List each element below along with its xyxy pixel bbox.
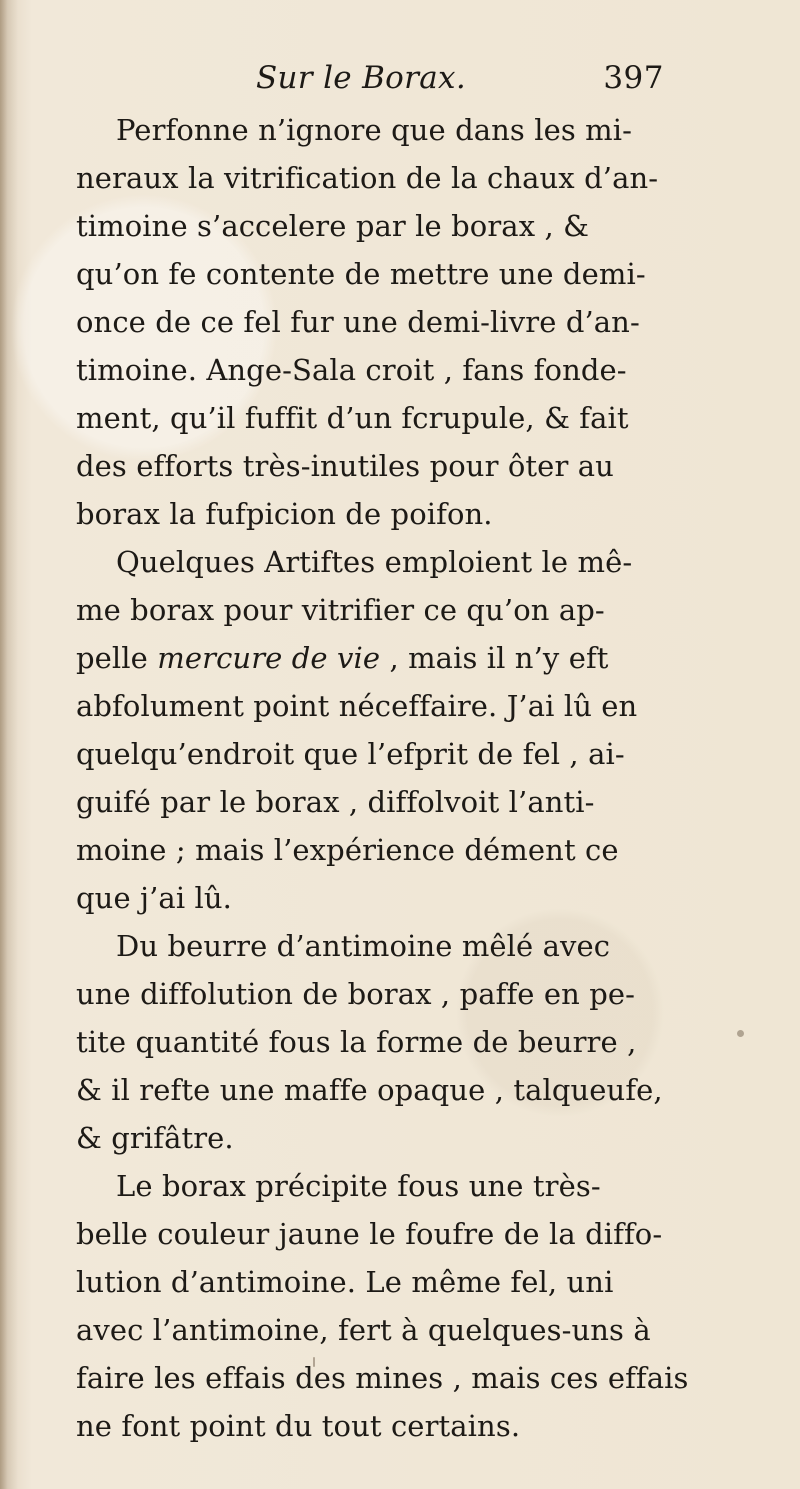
paragraph-1-line-7: ment, qu’il fuffit d’un fcrupule, & fait bbox=[76, 401, 629, 435]
paragraph-2-line-3 bbox=[76, 634, 664, 682]
paragraph-2-line-3-before: pelle bbox=[76, 641, 158, 675]
paragraph-1-line-3: timoine s’accelere par le borax , & bbox=[76, 209, 590, 243]
running-head bbox=[76, 60, 664, 100]
paragraph-1-line-2: neraux la vitrification de la chaux d’an- bbox=[76, 161, 659, 195]
paragraph-1-line-6: timoine. Ange-Sala croit , fans fonde- bbox=[76, 353, 627, 387]
paragraph-4-line-4: avec l’antimoine, fert à quelques-uns à bbox=[76, 1313, 651, 1347]
paragraph-4-line-6: ne font point du tout certains. bbox=[76, 1409, 521, 1443]
paragraph-3-line-5: & grifâtre. bbox=[76, 1121, 234, 1155]
paragraph-1-line-9: borax la fufpicion de poifon. bbox=[76, 497, 493, 531]
paragraph-1-line-8: des efforts très-inutiles pour ôter au bbox=[76, 449, 614, 483]
paragraph-2-line-8: que j’ai lû. bbox=[76, 881, 232, 915]
paragraph-2-line-4: abfolument point néceffaire. J’ai lû en bbox=[76, 689, 638, 723]
ink-spot bbox=[737, 1030, 744, 1037]
paragraph-2-line-3-after: , mais il n’y eft bbox=[380, 641, 609, 675]
italic-phrase: mercure de vie bbox=[157, 641, 381, 675]
paragraph-4-line-5: faire les effais des mines , mais ces effais bbox=[76, 1361, 689, 1395]
paragraph-2-line-1: Quelques Artiftes emploient le mê- bbox=[116, 545, 633, 579]
paragraph-4-line-1: Le borax précipite fous une très- bbox=[116, 1169, 601, 1203]
paragraph-3-line-4: & il refte une maffe opaque , talqueufe, bbox=[76, 1073, 663, 1107]
paragraph-1-line-5: once de ce fel fur une demi-livre d’an- bbox=[76, 305, 640, 339]
paragraph-3-line-1: Du beurre d’antimoine mêlé avec bbox=[116, 929, 611, 963]
paragraph-2-line-2: me borax pour vitrifier ce qu’on ap- bbox=[76, 593, 605, 627]
paragraph-4-line-3: lution d’antimoine. Le même fel, uni bbox=[76, 1265, 614, 1299]
paragraph-2-line-7: moine ; mais l’expérience dément ce bbox=[76, 833, 619, 867]
paragraph-4-line-2: belle couleur jaune le foufre de la diffo- bbox=[76, 1217, 663, 1251]
paragraph-3-line-3: tite quantité fous la forme de beurre , bbox=[76, 1025, 637, 1059]
page-edge-shadow bbox=[0, 0, 18, 1489]
paragraph-1-line-1: Perfonne n’ignore que dans les mi- bbox=[116, 113, 633, 147]
paragraph-1-line-4: qu’on fe contente de mettre une demi- bbox=[76, 257, 646, 291]
running-title: Sur le Borax. bbox=[256, 60, 466, 96]
ink-mark bbox=[313, 1357, 315, 1367]
paragraph-3-line-2: une diffolution de borax , paffe en pe- bbox=[76, 977, 636, 1011]
paragraph-2-line-6: guifé par le borax , diffolvoit l’anti- bbox=[76, 785, 595, 819]
paragraph-2-line-5: quelqu’endroit que l’efprit de fel , ai- bbox=[76, 737, 625, 771]
page-number: 397 bbox=[603, 60, 664, 96]
text-block bbox=[76, 106, 689, 1450]
